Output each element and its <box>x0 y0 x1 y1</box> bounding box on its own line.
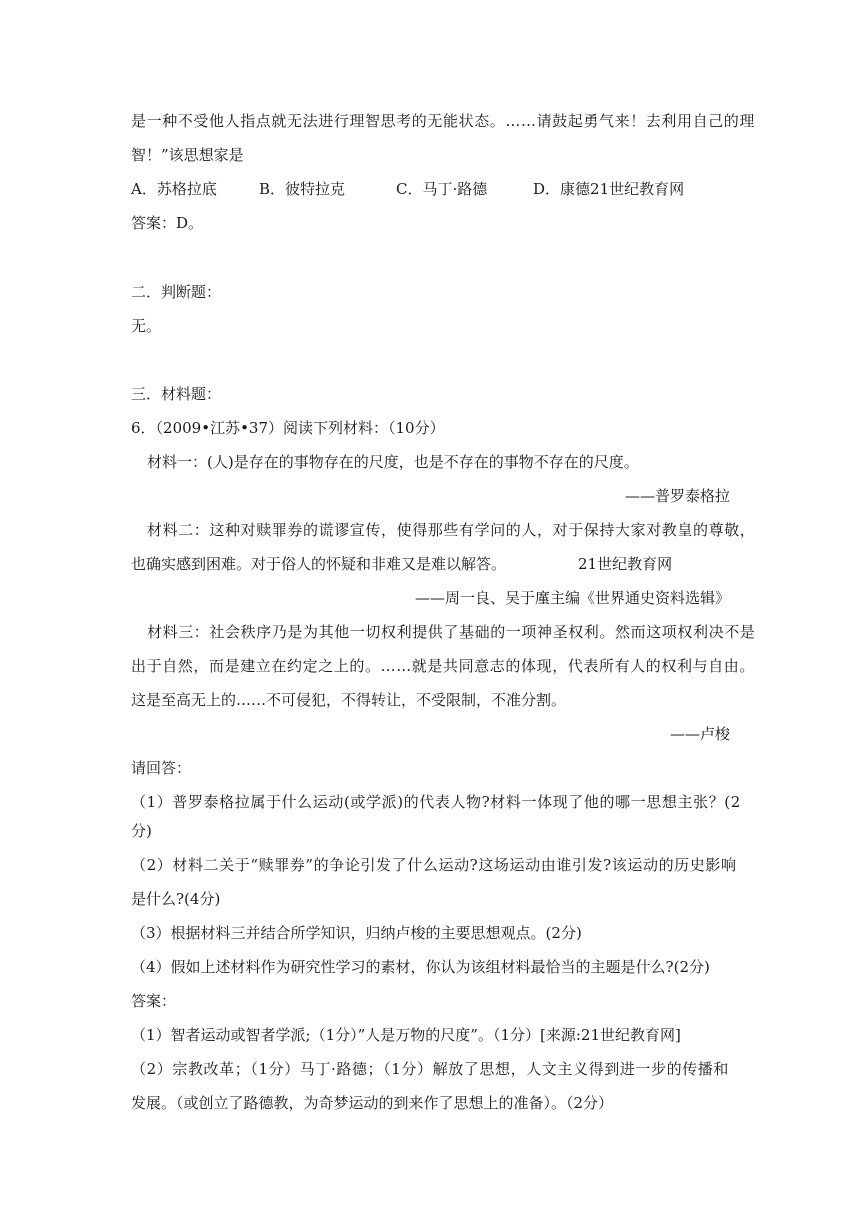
sub-question-2-line-2: 是什么?(4分) <box>131 890 221 908</box>
material2-source: ——周一良、吴于廑主编《世界通史资料选辑》 <box>414 589 730 607</box>
sub-question-2-line-1: （2）材料二关于“赎罪券”的争论引发了什么运动?这场运动由谁引发?该运动的历史影响 <box>131 856 737 874</box>
material3-line-3: 这是至高无上的……不可侵犯，不得转让，不受限制，不准分割。 <box>131 691 567 709</box>
option-b: B．彼特拉克 <box>259 180 346 198</box>
material1-text: 材料一：(人)是存在的事物存在的尺度，也是不存在的事物不存在的尺度。 <box>147 453 639 471</box>
question6-header: 6．（2009•江苏•37）阅读下列材料：（10分） <box>131 419 445 437</box>
sub-question-4: （4）假如上述材料作为研究性学习的素材，你认为该组材料最恰当的主题是什么?(2分) <box>131 958 710 976</box>
material1-source: ——普罗泰格拉 <box>624 487 730 505</box>
answer-1: （1）智者运动或智者学派;（1分）”人是万物的尺度”。（1分）[来源:21世纪教育网] <box>131 1026 681 1044</box>
question-stem-line-2: 智！”该思想家是 <box>131 146 244 164</box>
section2-title: 二．判断题： <box>131 283 222 301</box>
section3-title: 三．材料题： <box>131 385 222 403</box>
material2-watermark: 21世纪教育网 <box>578 555 673 573</box>
question-stem-line-1: 是一种不受他人指点就无法进行理智思考的无能状态。……请鼓起勇气来！去利用自己的理 <box>131 112 756 130</box>
answer-prompt: 请回答： <box>131 759 192 777</box>
answer-2-line-2: 发展。（或创立了路德教，为奇梦运动的到来作了思想上的准备）。（2分） <box>131 1094 614 1112</box>
sub-question-1-line-1: （1）普罗泰格拉属于什么运动(或学派)的代表人物?材料一体现了他的哪一思想主张？(2 <box>131 793 741 811</box>
material3-source: ——卢梭 <box>669 725 730 743</box>
section2-content: 无。 <box>131 317 162 335</box>
option-d: D．康德21世纪教育网 <box>533 180 685 198</box>
material3-line-2: 出于自然，而是建立在约定之上的。……就是共同意志的体现，代表所有人的权利与自由。 <box>131 657 756 675</box>
option-a: A．苏格拉底 <box>131 180 217 198</box>
material2-line-1: 材料二：这种对赎罪券的谎谬宣传，使得那些有学问的人，对于保持大家对教皇的尊敬， <box>147 521 756 539</box>
material3-line-1: 材料三：社会秩序乃是为其他一切权利提供了基础的一项神圣权利。然而这项权利决不是 <box>147 623 756 641</box>
question5-answer: 答案：D。 <box>131 214 204 232</box>
sub-question-1-line-2: 分) <box>131 822 152 840</box>
sub-question-3: （3）根据材料三并结合所学知识，归纳卢梭的主要思想观点。(2分) <box>131 924 582 942</box>
material2-line-2: 也确实感到困难。对于俗人的怀疑和非难又是难以解答。 <box>131 555 507 573</box>
option-c: C．马丁·路德 <box>396 180 488 198</box>
answer-label: 答案： <box>131 992 177 1010</box>
answer-2-line-1: （2）宗教改革；（1分）马丁·路德；（1分）解放了思想，人文主义得到进一步的传播和 <box>131 1060 730 1078</box>
